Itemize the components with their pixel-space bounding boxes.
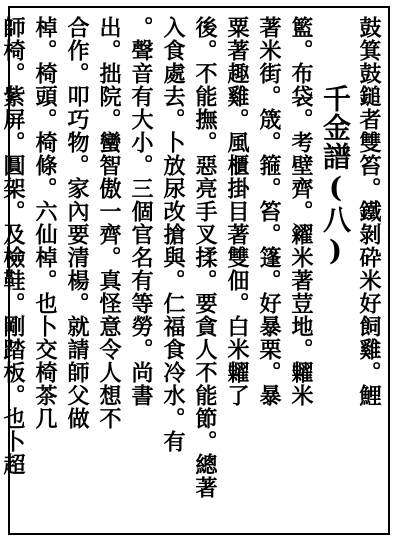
text-column-3: 著米街。筬。箍。笞。篷。好暴栗。暴 — [256, 16, 282, 407]
text-column-10: 棹。椅頭。椅條。六仙棹。也卜交椅茶几 — [32, 16, 58, 430]
text-columns — [0, 16, 384, 526]
text-column-4: 粟著趣雞。風櫃掛目著雙佃。白米糶了 — [224, 16, 250, 407]
text-column-6: 入食處去。卜放尿改搶與。仁福食冷水。有 — [160, 16, 186, 453]
text-column-11: 師椅。紫屏。圓架。及檢鞋。剛踏板。也卜超 — [0, 16, 26, 476]
text-column-1: 鼓箕鼓鎚者雙笞。鐵剝砕米好飼雞。鯉 — [356, 16, 382, 407]
text-column-8: 出。拙院。蠻智傲一齊。真怪意令人想不 — [96, 16, 122, 430]
text-column-7: 。聲音有大小。三個官名有等勞。尚書 — [128, 16, 154, 407]
text-column-2: 籃。布袋。考壁齊。糴米著荳地。糶米 — [288, 16, 314, 407]
text-column-5: 後。不能撫。惡亮手叉揉。要貪人不能節。總著 — [192, 16, 218, 499]
page-title: 千金譜(八) — [319, 84, 352, 268]
text-column-9: 合作。叩巧物。家內要清楊。就請師父做 — [64, 16, 90, 430]
title-column — [318, 16, 352, 526]
